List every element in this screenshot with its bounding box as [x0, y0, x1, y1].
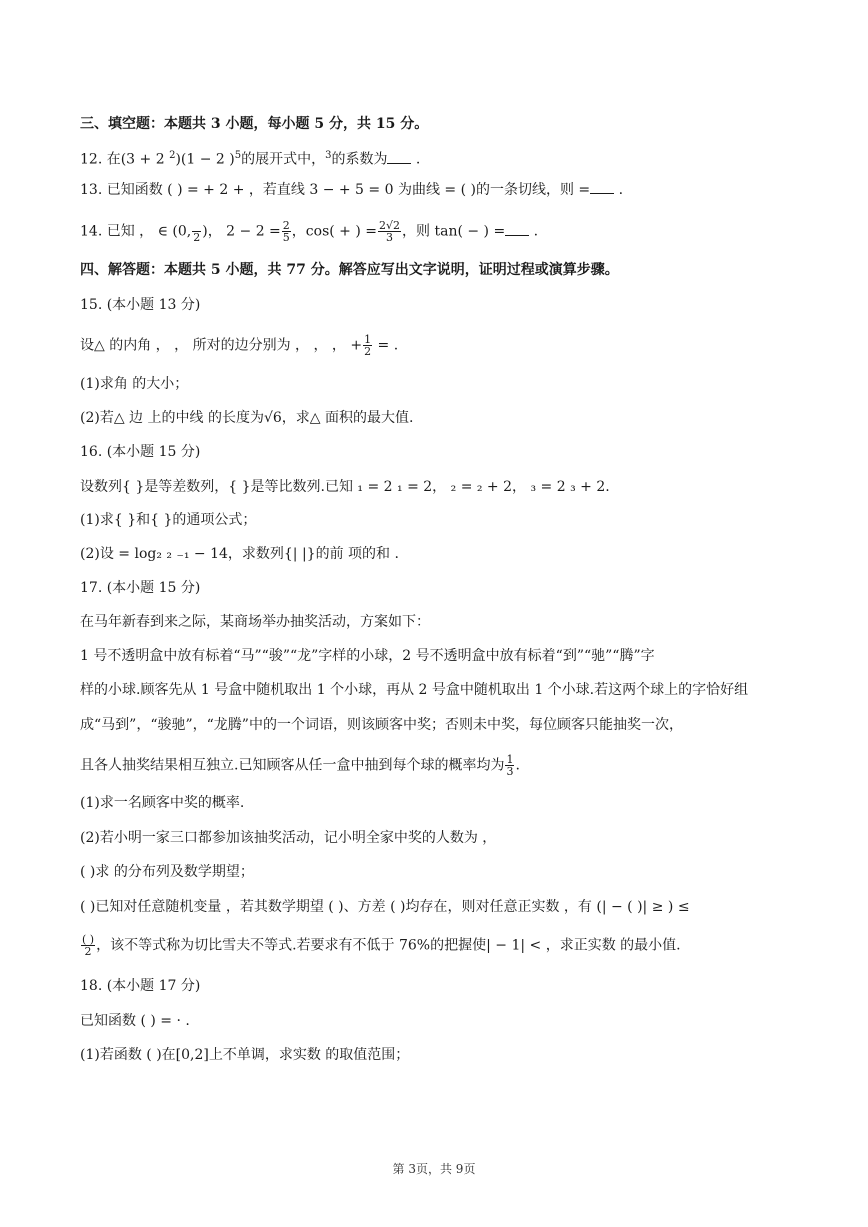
q16-title: 16. (本小题 15 分) [80, 444, 201, 460]
q12-sup3: 3 [325, 150, 332, 161]
q15-stem [80, 334, 782, 357]
q15-title: 15. (本小题 13 分) [80, 297, 201, 313]
q17-part-2ii-b [80, 934, 782, 957]
answer-blank [387, 151, 411, 164]
q13-text: 13. 已知函数 ( ) = + 2 + ，若直线 3 − + 5 = 0 为曲线 = ( )的一条切线，则 = [80, 182, 591, 198]
q17-line-3: 样的小球.顾客先从 1 号盒中随机取出 1 个小球，再从 2 号盒中随机取出 1 个小球.若这两个球上的字恰好组 [80, 682, 749, 698]
q17-part-2ii-a: ( )已知对任意随机变量 ，若其数学期望 ( )、方差 ( )均存在，则对任意正实数 ，有 (| − ( )| ≥ ) ≤ [80, 899, 690, 915]
q17-line-4: 成“马到”，“骏驰”，“龙腾”中的一个词语，则该顾客中奖；否则未中奖，每位顾客只能抽奖一次， [80, 717, 683, 733]
q12-sup2: 5 [234, 150, 242, 161]
section-heading-solutions: 四、解答题：本题共 5 小题，共 77 分。解答应写出文字说明，证明过程或演算步骤。 [80, 262, 619, 278]
q12-sup1: 2 [169, 150, 176, 161]
q12-prefix: 12. 在(3 + 2 [80, 151, 170, 168]
q15-part-2: (2)若△ 边 上的中线 的长度为√6，求△ 面积的最大值. [80, 410, 414, 426]
q17-chebyshev-fraction: $\frac{( )}{2}$ [82, 933, 95, 958]
q18-part-1: (1)若函数 ( )在[0,2]上不单调，求实数 的取值范围； [80, 1047, 410, 1063]
question-13 [80, 180, 782, 200]
q14-fraction-1: 2 [192, 220, 201, 243]
q17-part-2: (2)若小明一家三口都参加该抽奖活动，记小明全家中奖的人数为 ， [80, 830, 497, 846]
q14-part2: )， 2 − 2 = [202, 223, 281, 240]
q17-line-5-a: 且各人抽奖结果相互独立.已知顾客从任一盒中抽到每个球的概率均为 [80, 757, 505, 774]
q17-line-5 [80, 754, 782, 777]
q17-part-1: (1)求一名顾客中奖的概率. [80, 795, 245, 811]
q18-title: 18. (本小题 17 分) [80, 978, 201, 994]
q14-fraction-3: $\frac{2√2}{3}$ [379, 219, 401, 244]
q15-stem-b: = . [373, 337, 399, 354]
q12-suffix: 的系数为 [331, 151, 388, 168]
q14-end: . [529, 223, 539, 240]
q17-line-2: 1 号不透明盒中放有标着“马”“骏”“龙”字样的小球，2 号不透明盒中放有标着“到”“驰”“腾”字 [80, 648, 655, 664]
q14-fraction-2: $\frac{2}{5}$ [282, 219, 290, 244]
q12-mid2: 的展开式中， [241, 151, 326, 168]
section-heading-fill-in: 三、填空题：本题共 3 小题，每小题 5 分，共 15 分。 [80, 116, 429, 132]
q16-part-1: (1)求{ }和{ }的通项公式； [80, 512, 257, 528]
q17-line-1: 在马年新春到来之际，某商场举办抽奖活动，方案如下： [80, 614, 430, 630]
q17-line-5-b: . [515, 757, 520, 774]
q16-part-2: (2)设 = log₂ ₂ ₋₁ − 14，求数列{| |}的前 项的和 . [80, 546, 399, 562]
question-14 [80, 220, 782, 243]
q12-mid: )(1 − 2 ) [175, 151, 235, 168]
q13-end: . [614, 182, 624, 198]
q12-end: . [411, 151, 421, 168]
answer-blank [590, 181, 614, 194]
q17-part-2ii-text: ，该不等式称为切比雪夫不等式.若要求有不低于 76%的把握使| − 1| < ，求正实数 的最小值. [96, 937, 681, 954]
q16-stem: 设数列{ }是等差数列，{ }是等比数列.已知 ₁ = 2 ₁ = 2， ₂ = ₂ + 2， ₃ = 2 ₃ + 2. [80, 479, 610, 495]
q17-title: 17. (本小题 15 分) [80, 580, 201, 596]
q15-stem-a: 设△ 的内角 ， ， 所对的边分别为 ， ， ， + [80, 337, 363, 354]
q14-part4: ，则 tan( − ) = [402, 223, 506, 240]
q15-part-1: (1)求角 的大小； [80, 376, 189, 392]
q14-part3: ，cos( + ) = [291, 223, 377, 240]
q15-fraction: $\frac{1}{2}$ [364, 333, 372, 358]
answer-blank [505, 223, 529, 236]
page-footer: 第 3页，共 9页 [392, 1162, 476, 1176]
question-12 [80, 146, 782, 170]
q17-fraction: $\frac{1}{3}$ [506, 753, 514, 778]
q17-part-2i: ( )求 的分布列及数学期望； [80, 864, 254, 880]
q14-part1: 14. 已知 ， ∈ (0, [80, 223, 192, 240]
q18-stem: 已知函数 ( ) = · . [80, 1013, 190, 1029]
